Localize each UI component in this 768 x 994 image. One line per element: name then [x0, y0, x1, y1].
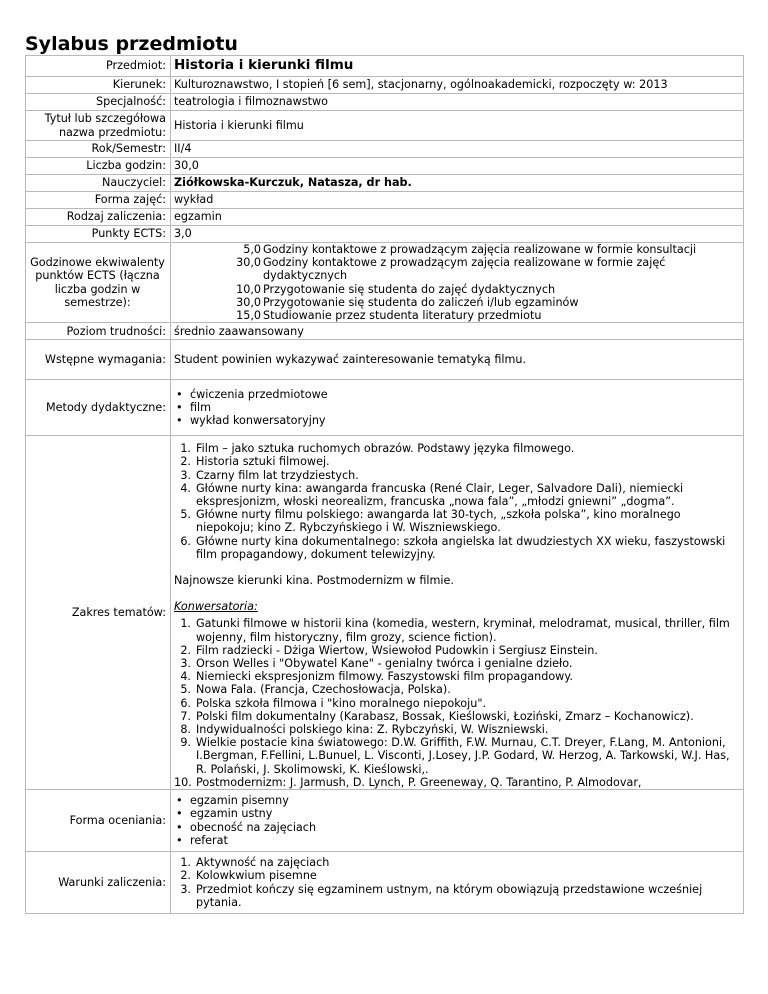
hours-description: Przygotowanie się studenta do zaliczeń i/lub egzaminów — [263, 295, 579, 309]
konwersatoria-heading: Konwersatoria: — [174, 600, 258, 614]
value-rodzaj-zaliczenia: egzamin — [171, 209, 744, 226]
value-kierunek: Kulturoznawstwo, I stopień [6 sem], stacjonarny, ogólnoakademicki, rozpoczęty w: 2013 — [171, 77, 744, 94]
hours-value: 30,0 — [236, 256, 261, 270]
list-item: 10. Postmodernizm: J. Jarmush, D. Lynch, P. Greeneway, Q. Tarantino, P. Almodovar, — [174, 775, 642, 789]
value-zakres-tematow — [171, 436, 744, 790]
label-godzinowe-ekwiwalenty: Godzinowe ekwiwalenty punktów ECTS (łączna liczba godzin w semestrze): — [26, 243, 171, 323]
label-liczba-godzin: Liczba godzin: — [26, 158, 171, 175]
label-tytul: Tytuł lub szczegółowa nazwa przedmiotu: — [26, 111, 171, 141]
hours-value: 5,0 — [243, 243, 261, 256]
list-item: 2. Film radziecki - Dżiga Wiertow, Wsiewołod Pudowkin i Sergiusz Einstein. — [180, 643, 598, 657]
label-rodzaj-zaliczenia: Rodzaj zaliczenia: — [26, 209, 171, 226]
condition-text: Kolowkwium pisemne — [196, 869, 317, 883]
value-metody-dydaktyczne — [171, 380, 744, 436]
list-item: 1. Gatunki filmowe w historii kina (komedia, western, kryminał, melodramat, musical, thriller, film wojenny, film historyczny, film grozy, science fiction). — [180, 617, 730, 644]
list-item: 6. Polska szkoła filmowa i "kino moralnego niepokoju". — [180, 696, 487, 710]
value-poziom-trudnosci: średnio zaawansowany — [171, 323, 744, 340]
value-warunki-zaliczenia — [171, 852, 744, 914]
label-forma-oceniania: Forma oceniania: — [26, 790, 171, 852]
list-item: 1. Aktywność na zajęciach — [180, 856, 330, 870]
lecture-topics-list — [174, 442, 740, 561]
value-liczba-godzin: 30,0 — [171, 158, 744, 175]
condition-text: Przedmiot kończy się egzaminem ustnym, na którym obowiązują przedstawione wcześniej pytania. — [196, 882, 703, 909]
list-item: 1. Film – jako sztuka ruchomych obrazów. Podstawy języka filmowego. — [180, 442, 575, 456]
hours-list — [211, 243, 740, 322]
topic-text: Główne nurty kina: awangarda francuska (René Clair, Leger, Salvadore Dali), niemiecki ekspresjonizm, włoski neorealizm, francuska „nowa fala”, „młodzi gniewni” „dogma”. — [196, 481, 684, 509]
label-metody-dydaktyczne: Metody dydaktyczne: — [26, 380, 171, 436]
list-item: • film — [174, 401, 740, 414]
label-kierunek: Kierunek: — [26, 77, 171, 94]
topic-text: Polski film dokumentalny (Karabasz, Bossak, Kieślowski, Łoziński, Zmarz – Kochanowicz). — [196, 709, 694, 723]
topic-text: Orson Welles i "Obywatel Kane" - genialny twórca i genialne dzieło. — [196, 657, 573, 671]
condition-text: Aktywność na zajęciach — [196, 856, 330, 870]
list-item: • egzamin ustny — [174, 807, 740, 820]
topic-text: Polska szkoła filmowa i "kino moralnego niepokoju". — [196, 696, 487, 710]
topic-text: Indywidualności polskiego kina: Z. Rybczyński, W. Wiszniewski. — [196, 723, 549, 737]
value-punkty-ects: 3,0 — [171, 226, 744, 243]
label-wstepne-wymagania: Wstępne wymagania: — [26, 340, 171, 380]
value-forma-oceniania — [171, 790, 744, 852]
list-item: • obecność na zajęciach — [174, 821, 740, 834]
topic-text: Wielkie postacie kina światowego: D.W. Griffith, F.W. Murnau, C.T. Dreyer, F.Lang, M. Antonioni, I.Bergman, F.Fellini, L.Bunuel, L. Visconti, J.Losey, J.P. Godard, W. Herzog, A. Tarkowski, W.J. Has, R. Polański, J. Skolimowski, K. Kieślowski,. — [196, 736, 730, 776]
value-rok: II/4 — [171, 141, 744, 158]
konwersatoria-list — [174, 617, 740, 789]
label-nauczyciel: Nauczyciel: — [26, 175, 171, 192]
list-item: 8. Indywidualności polskiego kina: Z. Rybczyński, W. Wiszniewski. — [180, 723, 549, 737]
topic-text: Niemiecki ekspresjonizm filmowy. Faszystowski film propagandowy. — [196, 670, 573, 684]
label-punkty-ects: Punkty ECTS: — [26, 226, 171, 243]
label-zakres-tematow: Zakres tematów: — [26, 436, 171, 790]
hours-description: Godziny kontaktowe z prowadzącym zajęcia realizowane w formie konsultacji — [263, 243, 697, 256]
list-item: 3. Przedmiot kończy się egzaminem ustnym, na którym obowiązują przedstawione wcześniej pytania. — [180, 882, 703, 909]
label-forma-zajec: Forma zajęć: — [26, 192, 171, 209]
list-item: 2. Historia sztuki filmowej. — [180, 455, 330, 469]
hours-value: 10,0 — [236, 282, 261, 296]
list-item: 9. Wielkie postacie kina światowego: D.W. Griffith, F.W. Murnau, C.T. Dreyer, F.Lang, M. Antonioni, I.Bergman, F.Fellini, L.Bunuel, L. Visconti, J.Losey, J.P. Godard, W. Herzog, A. Tarkowski, W.J. Has, R. Polański, J. Skolimowski, K. Kieślowski,. — [180, 736, 730, 776]
list-item: 4. Niemiecki ekspresjonizm filmowy. Faszystowski film propagandowy. — [180, 670, 573, 684]
label-specjalnosc: Specjalność: — [26, 94, 171, 111]
value-tytul: Historia i kierunki filmu — [171, 111, 744, 141]
value-godzinowe-ekwiwalenty — [171, 243, 744, 323]
label-poziom-trudnosci: Poziom trudności: — [26, 323, 171, 340]
topics-note: Najnowsze kierunki kina. Postmodernizm w filmie. — [174, 574, 454, 588]
hours-value: 30,0 — [236, 295, 261, 309]
value-przedmiot: Historia i kierunki filmu — [171, 56, 744, 77]
hours-description: Przygotowanie się studenta do zajęć dydaktycznych — [263, 282, 556, 296]
list-item: 5. Główne nurty filmu polskiego: awangarda lat 30-tych, „szkoła polska”, kino moralnego niepokoju; kino Z. Rybczyńskiego i W. Wiszniewskiego. — [180, 508, 681, 535]
topic-text: Główne nurty filmu polskiego: awangarda lat 30-tych, „szkoła polska”, kino moralnego niepokoju; kino Z. Rybczyńskiego i W. Wiszniewskiego. — [196, 508, 681, 535]
value-forma-zajec: wykład — [171, 192, 744, 209]
list-item: 4. Główne nurty kina: awangarda francuska (René Clair, Leger, Salvadore Dali), niemiecki ekspresjonizm, włoski neorealizm, francuska „nowa fala”, „młodzi gniewni” „dogma”. — [180, 481, 684, 509]
list-item: 5. Nowa Fala. (Francja, Czechosłowacja, Polska). — [180, 683, 451, 697]
list-item: 6. Główne nurty kina dokumentalnego: szkoła angielska lat dwudziestych XX wieku, faszystowski film propagandowy, dokument telewizyjny. — [180, 534, 726, 561]
hours-description: Studiowanie przez studenta literatury przedmiotu — [263, 309, 542, 323]
list-item: • referat — [174, 834, 740, 847]
list-item: 7. Polski film dokumentalny (Karabasz, Bossak, Kieślowski, Łoziński, Zmarz – Kochanowicz). — [180, 709, 694, 723]
syllabus-table — [25, 55, 744, 914]
value-specjalnosc: teatrologia i filmoznawstwo — [171, 94, 744, 111]
topic-text: Postmodernizm: J. Jarmush, D. Lynch, P. Greeneway, Q. Tarantino, P. Almodovar, — [196, 775, 642, 789]
label-przedmiot: Przedmiot: — [26, 56, 171, 77]
value-nauczyciel: Ziółkowska-Kurczuk, Natasza, dr hab. — [171, 175, 744, 192]
page-title: Sylabus przedmiotu — [25, 33, 238, 55]
topic-text: Nowa Fala. (Francja, Czechosłowacja, Polska). — [196, 683, 451, 697]
value-wstepne-wymagania: Student powinien wykazywać zainteresowanie tematyką filmu. — [171, 340, 744, 380]
list-item: 3. Orson Welles i "Obywatel Kane" - genialny twórca i genialne dzieło. — [180, 657, 573, 671]
topic-text: Historia sztuki filmowej. — [196, 455, 330, 469]
list-item: • egzamin pisemny — [174, 794, 740, 807]
list-item: 3. Czarny film lat trzydziestych. — [180, 468, 359, 482]
hours-value: 15,0 — [236, 309, 261, 323]
hours-description: Godziny kontaktowe z prowadzącym zajęcia realizowane w formie zajęć dydaktycznych — [263, 256, 666, 283]
topic-text: Gatunki filmowe w historii kina (komedia, western, kryminał, melodramat, musical, thriller, film wojenny, film historyczny, film grozy, science fiction). — [196, 617, 730, 644]
label-warunki-zaliczenia: Warunki zaliczenia: — [26, 852, 171, 914]
label-rok: Rok/Semestr: — [26, 141, 171, 158]
topic-text: Czarny film lat trzydziestych. — [196, 468, 359, 482]
list-item: 2. Kolowkwium pisemne — [180, 869, 317, 883]
topic-text: Film radziecki - Dżiga Wiertow, Wsiewołod Pudowkin i Sergiusz Einstein. — [196, 643, 598, 657]
topic-text: Główne nurty kina dokumentalnego: szkoła angielska lat dwudziestych XX wieku, faszystowski film propagandowy, dokument telewizyjny. — [196, 534, 726, 561]
list-item: • ćwiczenia przedmiotowe — [174, 388, 740, 401]
topic-text: Film – jako sztuka ruchomych obrazów. Podstawy języka filmowego. — [196, 442, 575, 456]
list-item: • wykład konwersatoryjny — [174, 414, 740, 427]
